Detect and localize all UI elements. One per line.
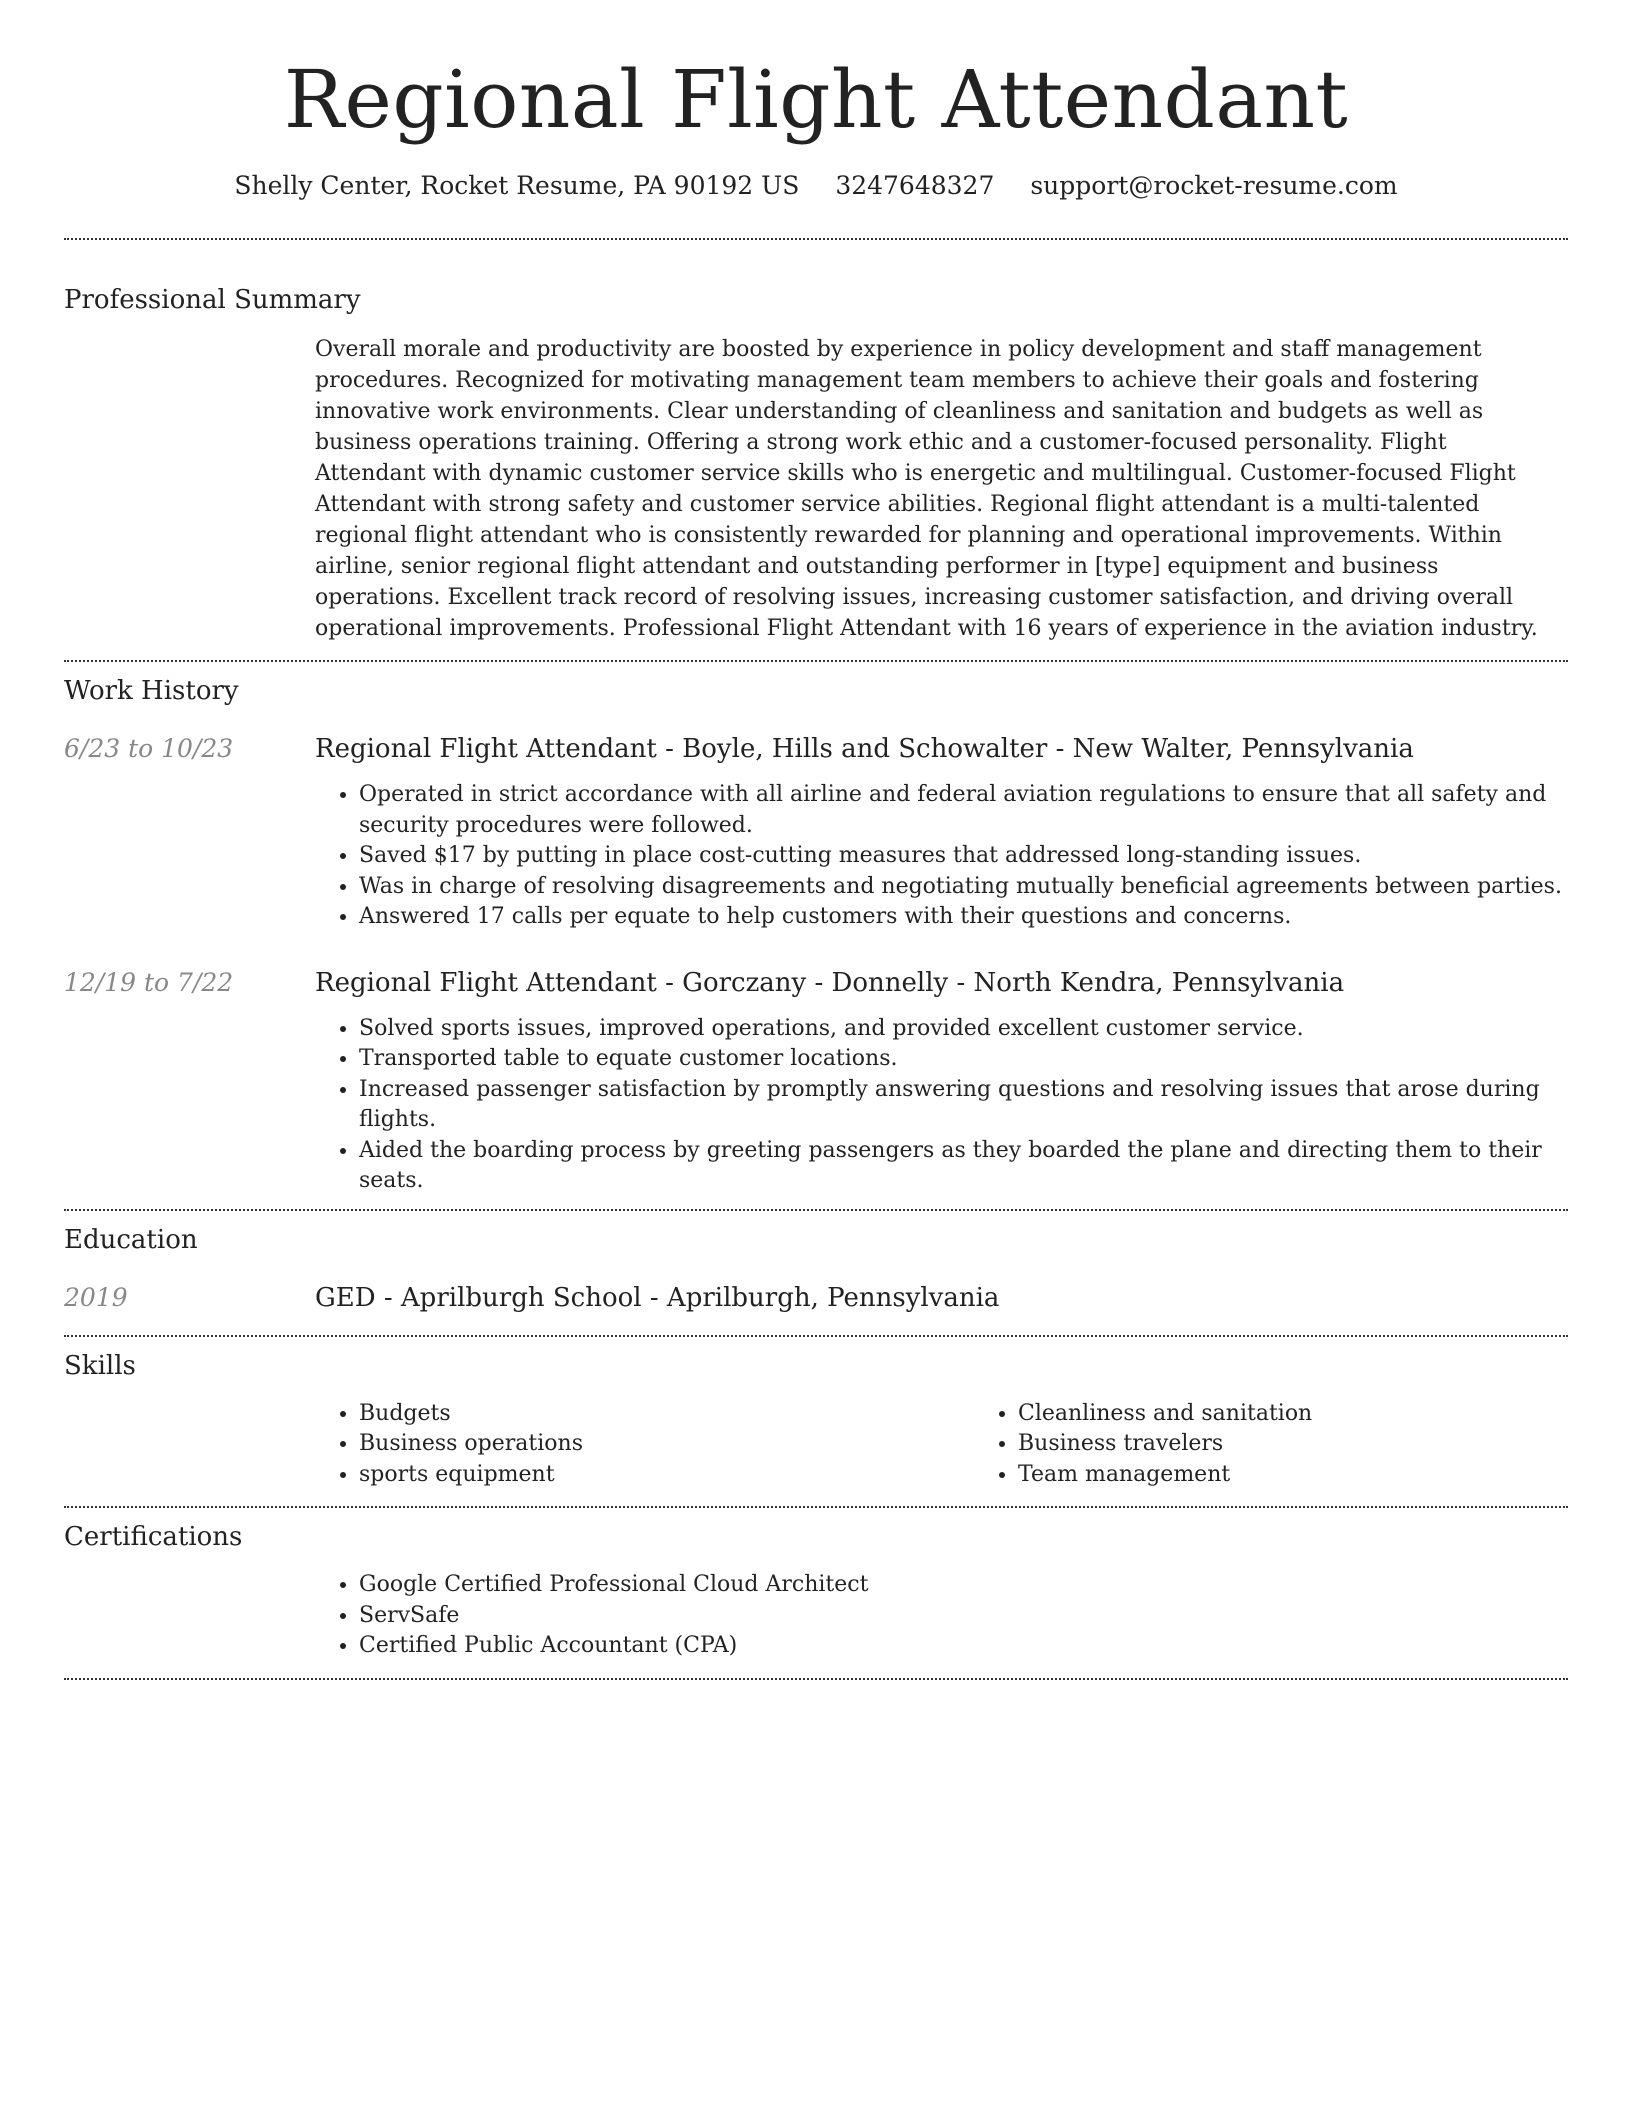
work-history-section xyxy=(64,674,1568,1197)
certifications-body xyxy=(315,1570,1568,1662)
certifications-row xyxy=(64,1570,1568,1662)
divider xyxy=(64,1209,1568,1211)
divider xyxy=(64,1678,1568,1680)
skills-grid xyxy=(315,1399,1632,1491)
job-title xyxy=(315,966,1568,1000)
list-item: • Business travelers xyxy=(1018,1429,1632,1460)
contact-address: Shelly Center, Rocket Resume, PA 90192 US xyxy=(234,171,800,200)
list-item: • Google Certified Professional Cloud Architect xyxy=(359,1570,1568,1601)
summary-section xyxy=(64,283,1568,644)
contact-email: support@rocket-resume.com xyxy=(1030,171,1398,200)
job-dates: 6/23 to 10/23 xyxy=(64,734,234,763)
summary-row xyxy=(64,334,1568,644)
certifications-list xyxy=(315,1570,1568,1662)
skills-column-2 xyxy=(974,1399,1632,1491)
list-item: • Answered 17 calls per equate to help customers with their questions and concerns. xyxy=(359,902,1568,933)
list-item: • Business operations xyxy=(359,1429,974,1460)
job-bullet-list xyxy=(315,1014,1568,1197)
section-title-work: Work History xyxy=(64,676,239,706)
contact-phone: 3247648327 xyxy=(835,171,995,200)
job-title-text: Regional Flight Attendant - Boyle, Hills and Schowalter - New Walter, Pennsylvania xyxy=(315,734,1414,764)
list-item: • Increased passenger satisfaction by promptly answering questions and resolving issues that arose during flights. xyxy=(359,1075,1568,1136)
education-detail xyxy=(315,1281,1568,1315)
job-entry xyxy=(64,966,1568,1000)
divider xyxy=(64,1506,1568,1508)
section-title-education: Education xyxy=(64,1224,198,1255)
section-title-certifications: Certifications xyxy=(64,1522,243,1552)
skills-column-1 xyxy=(315,1399,974,1491)
list-item: • Solved sports issues, improved operations, and provided excellent customer service. xyxy=(359,1014,1568,1045)
section-title-summary: Professional Summary xyxy=(64,285,361,315)
job-entry xyxy=(64,732,1568,766)
list-item: • Aided the boarding process by greeting passengers as they boarded the plane and directing them to their seats. xyxy=(359,1136,1568,1197)
skills-row xyxy=(64,1399,1568,1491)
list-item: • Team management xyxy=(1018,1460,1632,1491)
summary-text: Overall morale and productivity are boosted by experience in policy development and staff management procedures. Recognized for motivating management team members to achieve their goals and fostering innovative work environments. Clear understanding of cleanliness and sanitation and budgets as well as business operations training. Offering a strong work ethic and a customer-focused personality. Flight Attendant with dynamic customer service skills who is energetic and multilingual. Customer-focused Flight Attendant with strong safety and customer service abilities. Regional flight attendant is a multi-talented regional flight attendant who is consistently rewarded for planning and operational improvements. Within airline, senior regional flight attendant and outstanding performer in [type] equipment and business operations. Excellent track record of resolving issues, increasing customer satisfaction, and driving overall operational improvements. Professional Flight Attendant with 16 years of experience in the aviation industry. xyxy=(315,337,1538,641)
job-bullets xyxy=(315,1014,1568,1197)
divider xyxy=(64,1335,1568,1337)
section-title-skills: Skills xyxy=(64,1350,136,1381)
job-bullet-list xyxy=(315,780,1568,933)
skills-section xyxy=(64,1349,1568,1491)
list-item: • Cleanliness and sanitation xyxy=(1018,1399,1632,1430)
candidate-name: Regional Flight Attendant xyxy=(283,53,1349,146)
contact-line xyxy=(64,168,1568,204)
education-section xyxy=(64,1223,1568,1315)
job-bullets-row xyxy=(64,780,1568,933)
job-dates: 12/19 to 7/22 xyxy=(64,967,234,997)
list-item: • ServSafe xyxy=(359,1601,1568,1632)
job-bullets xyxy=(315,780,1568,933)
list-item: • Was in charge of resolving disagreements and negotiating mutually beneficial agreements between parties. xyxy=(359,872,1568,903)
list-item: • Certified Public Accountant (CPA) xyxy=(359,1631,1568,1662)
list-item: • Budgets xyxy=(359,1399,974,1430)
list-item: • Saved $17 by putting in place cost-cutting measures that addressed long-standing issues. xyxy=(359,841,1568,872)
job-bullets-row xyxy=(64,1014,1568,1197)
list-item: • Transported table to equate customer locations. xyxy=(359,1044,1568,1075)
divider xyxy=(64,238,1568,240)
education-text: GED - Aprilburgh School - Aprilburgh, Pennsylvania xyxy=(315,1282,1000,1313)
divider xyxy=(64,660,1568,662)
job-title xyxy=(315,732,1568,766)
education-year: 2019 xyxy=(64,1282,128,1312)
summary-body xyxy=(315,334,1568,644)
list-item: • sports equipment xyxy=(359,1460,974,1491)
certifications-section xyxy=(64,1520,1568,1662)
list-item: • Operated in strict accordance with all airline and federal aviation regulations to ensure that all safety and security procedures were followed. xyxy=(359,780,1568,841)
education-entry xyxy=(64,1281,1568,1315)
job-title-text: Regional Flight Attendant - Gorczany - Donnelly - North Kendra, Pennsylvania xyxy=(315,967,1345,998)
